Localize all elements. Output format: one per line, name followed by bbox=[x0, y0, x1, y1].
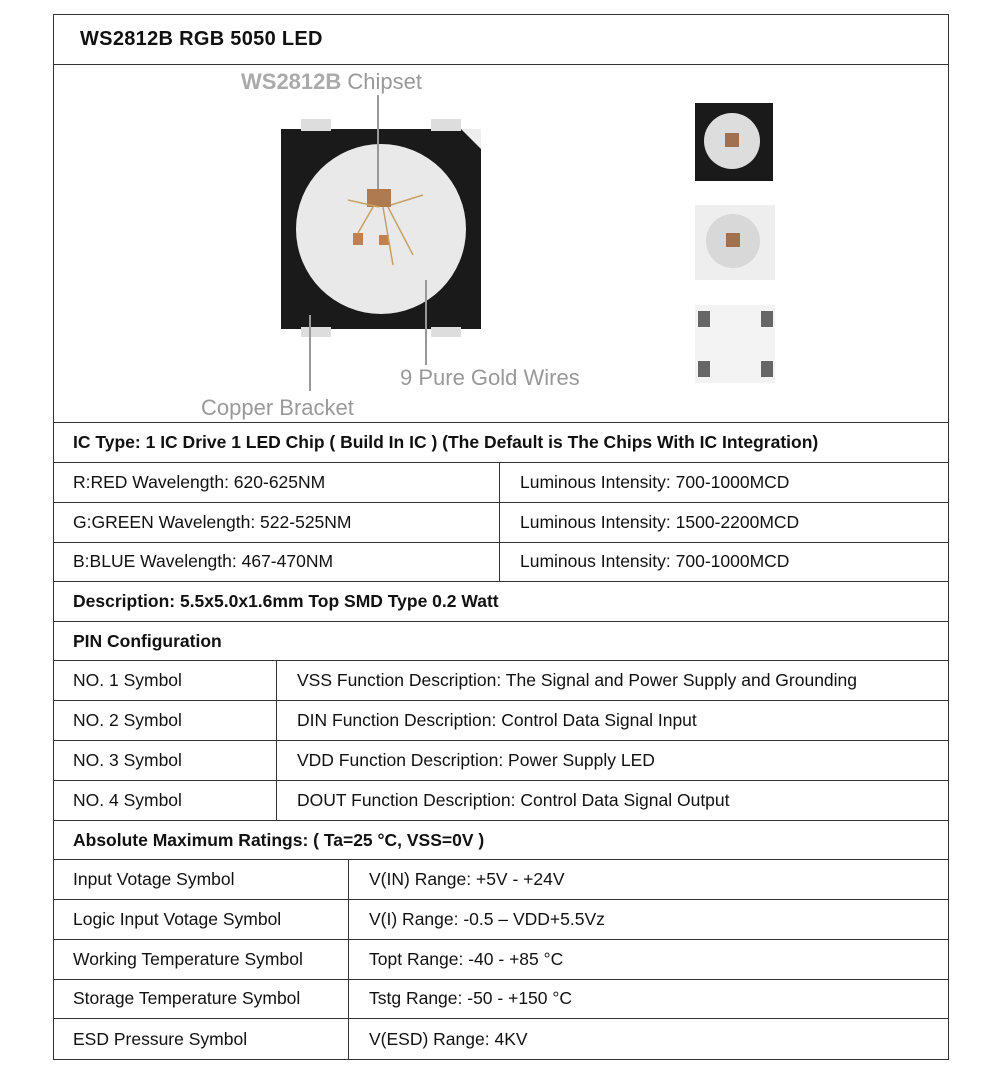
rating-value: Tstg Range: -50 - +150 °C bbox=[369, 988, 573, 1008]
color-intensity: Luminous Intensity: 700-1000MCD bbox=[520, 472, 790, 492]
rating-value: V(IN) Range: +5V - +24V bbox=[369, 869, 565, 889]
rating-row bbox=[53, 940, 949, 980]
color-intensity: Luminous Intensity: 700-1000MCD bbox=[520, 551, 790, 571]
rating-value: V(I) Range: -0.5 – VDD+5.5Vz bbox=[369, 909, 605, 929]
color-row bbox=[53, 542, 949, 582]
pin-header-row bbox=[53, 622, 949, 661]
color-wavelength: B:BLUE Wavelength: 467-470NM bbox=[53, 542, 500, 581]
color-row bbox=[53, 503, 949, 543]
rating-name: Storage Temperature Symbol bbox=[53, 979, 349, 1018]
pin-no: NO. 3 Symbol bbox=[53, 741, 277, 780]
rating-name: ESD Pressure Symbol bbox=[53, 1019, 349, 1059]
copper-bracket-label: Copper Bracket bbox=[201, 395, 354, 420]
pin-row bbox=[53, 781, 949, 821]
rating-name: Logic Input Votage Symbol bbox=[53, 900, 349, 939]
rating-name: Working Temperature Symbol bbox=[53, 940, 349, 979]
pin-row bbox=[53, 741, 949, 781]
ratings-header-row bbox=[53, 821, 949, 860]
rating-value: Topt Range: -40 - +85 °C bbox=[369, 949, 564, 969]
rating-row bbox=[53, 1019, 949, 1059]
page-title: WS2812B RGB 5050 LED bbox=[80, 27, 323, 50]
description-text: Description: 5.5x5.0x1.6mm Top SMD Type 0.2 Watt bbox=[73, 591, 499, 611]
pin-desc: VDD Function Description: Power Supply LED bbox=[297, 750, 655, 770]
color-intensity: Luminous Intensity: 1500-2200MCD bbox=[520, 512, 800, 532]
ratings-header: Absolute Maximum Ratings: ( Ta=25 °C, VSS=0V ) bbox=[73, 829, 485, 850]
color-wavelength: G:GREEN Wavelength: 522-525NM bbox=[53, 503, 500, 542]
pin-no: NO. 2 Symbol bbox=[53, 701, 277, 740]
gold-wires-label: 9 Pure Gold Wires bbox=[400, 365, 580, 390]
ic-type-text: IC Type: 1 IC Drive 1 LED Chip ( Build In IC ) (The Default is The Chips With IC Integration) bbox=[73, 432, 819, 452]
pin-no: NO. 1 Symbol bbox=[53, 661, 277, 700]
pin-row bbox=[53, 701, 949, 741]
pin-desc: DOUT Function Description: Control Data Signal Output bbox=[297, 790, 730, 810]
description-row bbox=[53, 582, 949, 622]
pin-desc: VSS Function Description: The Signal and Power Supply and Grounding bbox=[297, 670, 858, 690]
title-row bbox=[53, 14, 949, 65]
rating-name: Input Votage Symbol bbox=[53, 860, 349, 899]
illustration-row bbox=[53, 65, 949, 423]
pin-row bbox=[53, 661, 949, 701]
rating-row bbox=[53, 860, 949, 900]
pin-desc: DIN Function Description: Control Data Signal Input bbox=[297, 710, 697, 730]
rating-row bbox=[53, 979, 949, 1019]
rating-value: V(ESD) Range: 4KV bbox=[369, 1028, 528, 1049]
chipset-label: WS2812B Chipset bbox=[241, 69, 422, 94]
ic-type-row bbox=[53, 423, 949, 463]
color-row bbox=[53, 463, 949, 503]
pin-no: NO. 4 Symbol bbox=[53, 781, 277, 820]
rating-row bbox=[53, 900, 949, 940]
color-wavelength: R:RED Wavelength: 620-625NM bbox=[53, 463, 500, 502]
pin-header: PIN Configuration bbox=[73, 630, 222, 651]
